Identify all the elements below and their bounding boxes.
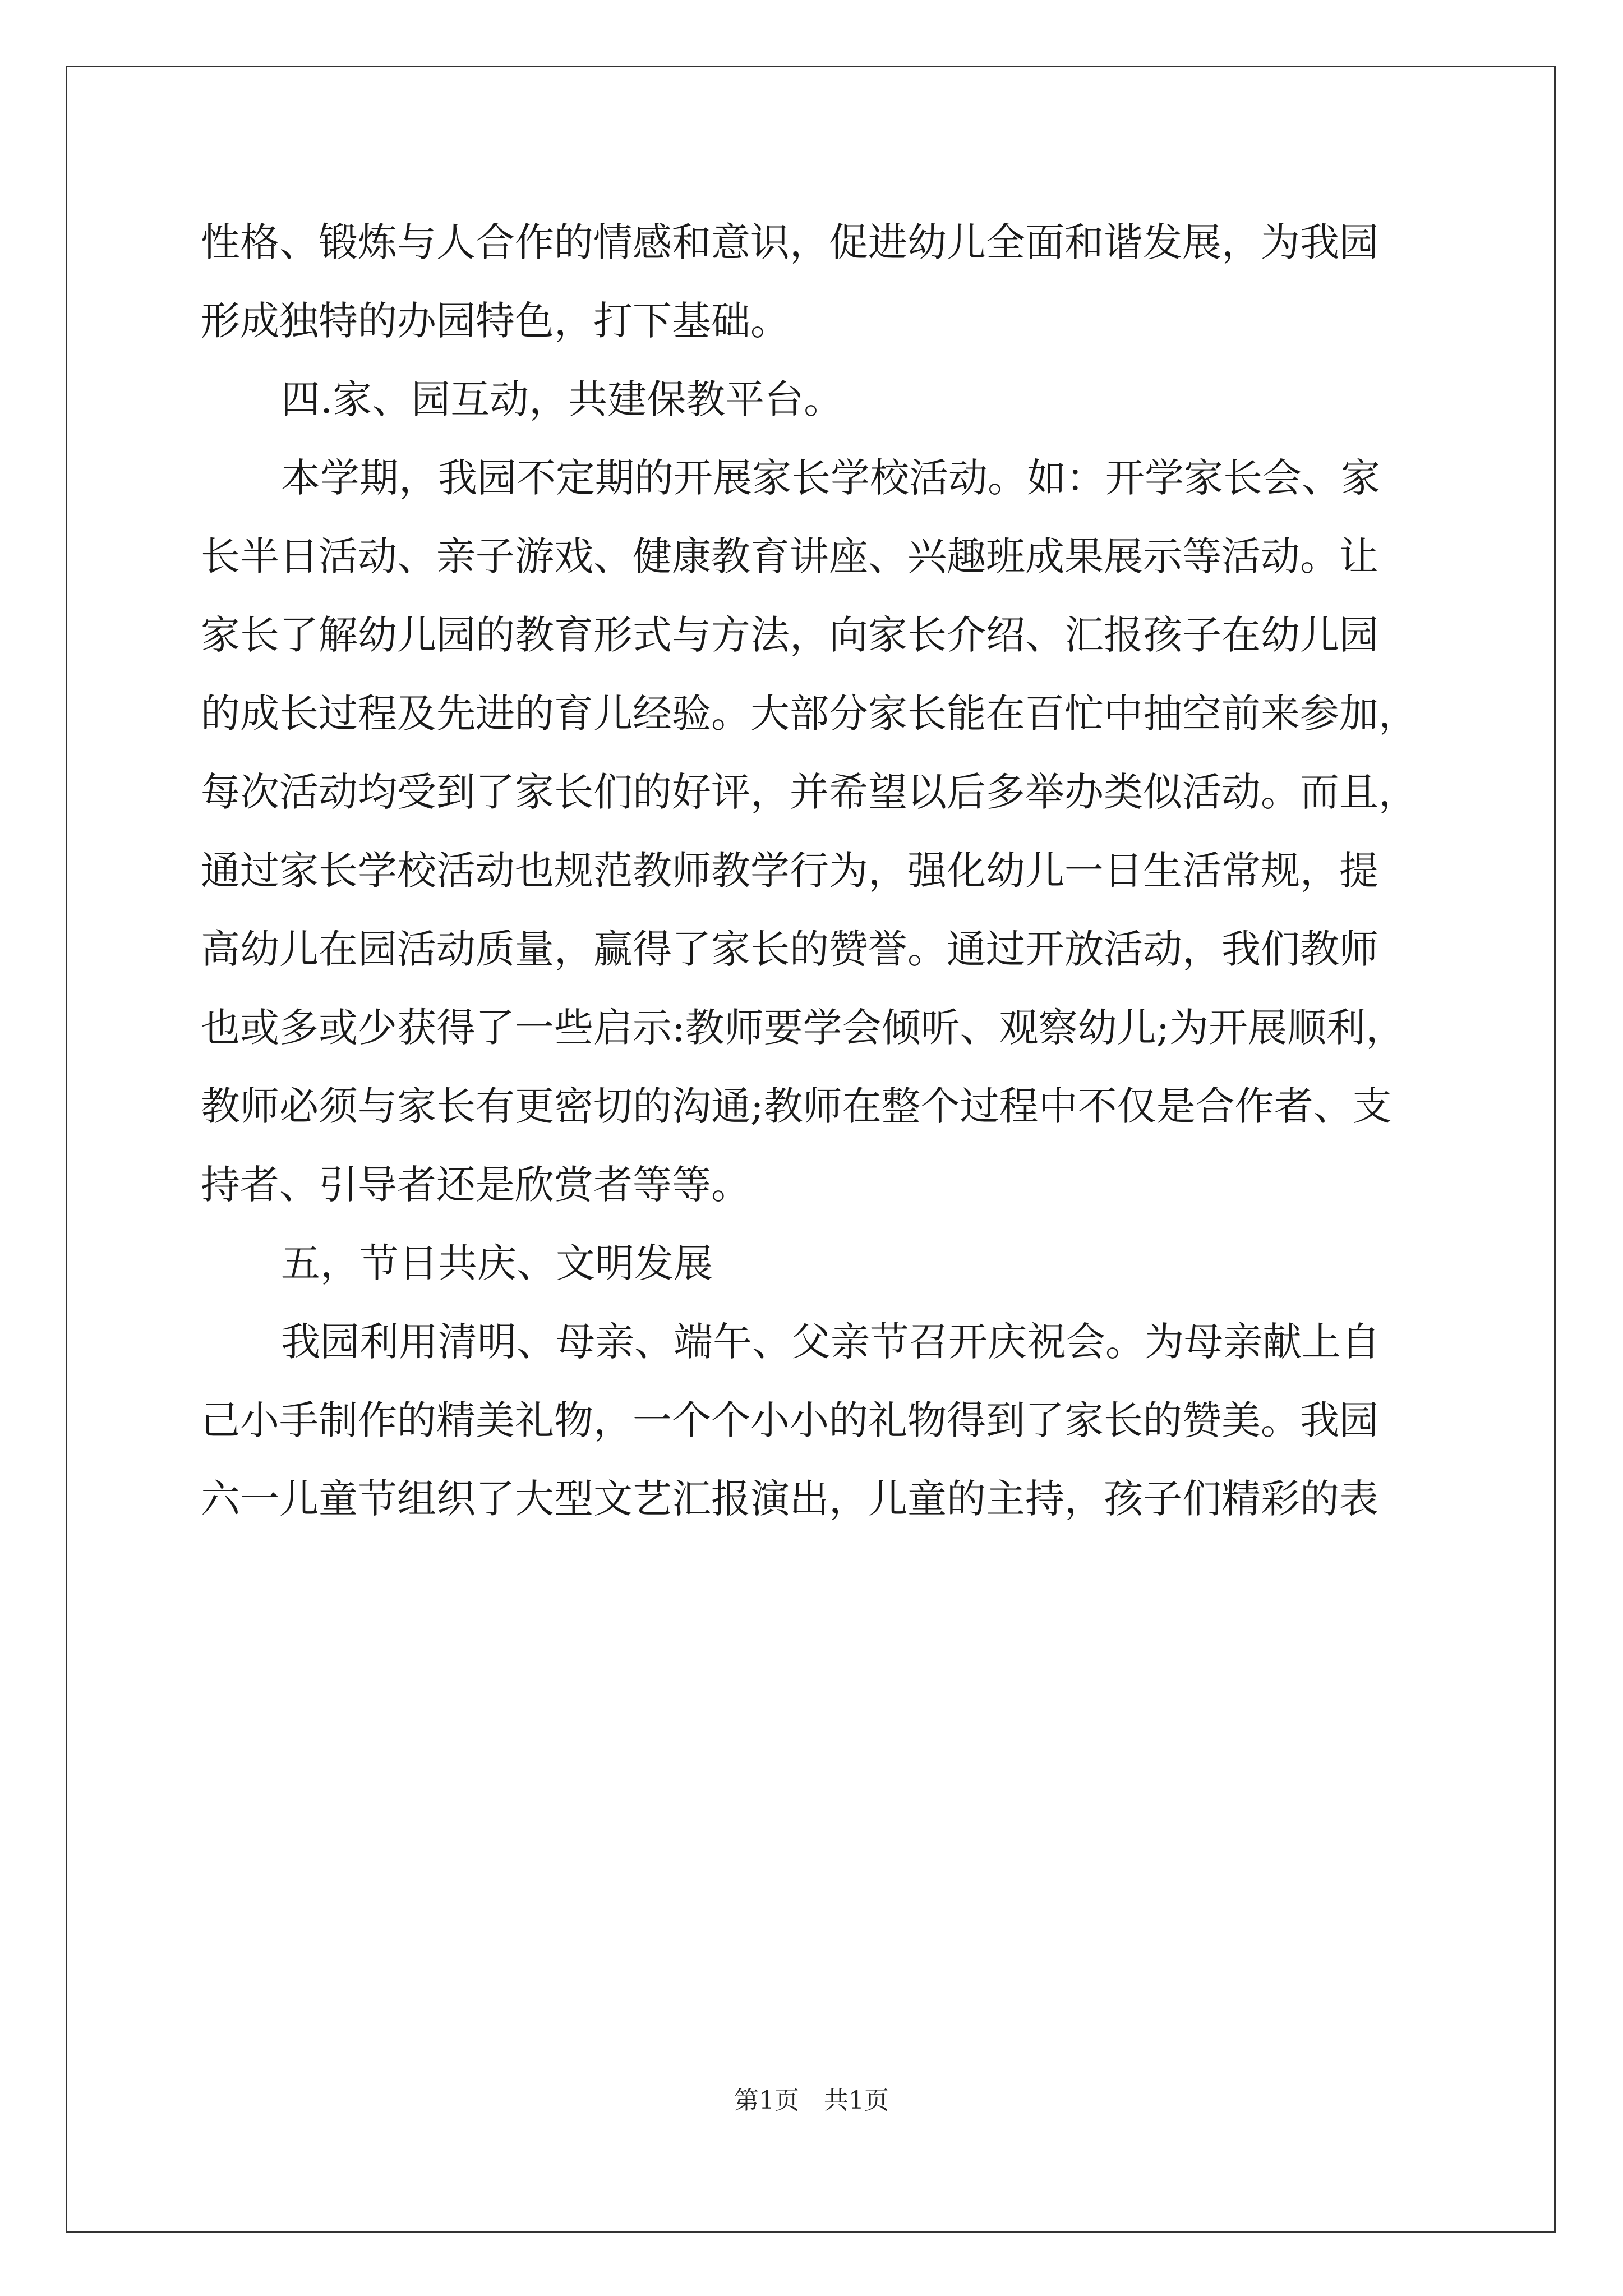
text-line: 也或多或少获得了一些启示:教师要学会倾听、观察幼儿;为开展顺利，	[201, 1005, 1405, 1051]
text-line: 形成独特的办园特色，打下基础。	[201, 298, 790, 344]
text-line: 教师必须与家长有更密切的沟通;教师在整个过程中不仅是合作者、支	[201, 1083, 1392, 1129]
text-line: 通过家长学校活动也规范教师教学行为，强化幼儿一日生活常规，提	[201, 848, 1378, 894]
text-line: 性格、锻炼与人合作的情感和意识，促进幼儿全面和谐发展，为我园	[201, 219, 1378, 265]
text-line: 家长了解幼儿园的教育形式与方法，向家长介绍、汇报孩子在幼儿园	[201, 612, 1378, 658]
text-line: 己小手制作的精美礼物，一个个小小的礼物得到了家长的赞美。我园	[201, 1397, 1378, 1443]
page-footer: 第1页 共1页	[734, 2086, 889, 2115]
text-line: 高幼儿在园活动质量，赢得了家长的赞誉。通过开放活动，我们教师	[201, 926, 1378, 972]
text-line: 的成长过程及先进的育儿经验。大部分家长能在百忙中抽空前来参加，	[201, 691, 1418, 737]
text-line: 每次活动均受到了家长们的好评，并希望以后多举办类似活动。而且，	[201, 769, 1418, 815]
text-line: 持者、引导者还是欣赏者等等。	[201, 1162, 750, 1208]
text-line: 本学期，我园不定期的开展家长学校活动。如：开学家长会、家	[281, 455, 1380, 501]
section-heading: 四.家、园互动，共建保教平台。	[281, 376, 843, 422]
text-line: 六一儿童节组织了大型文艺汇报演出，儿童的主持，孩子们精彩的表	[201, 1476, 1378, 1522]
text-line: 长半日活动、亲子游戏、健康教育讲座、兴趣班成果展示等活动。让	[201, 533, 1378, 579]
section-heading: 五，节日共庆、文明发展	[281, 1240, 713, 1286]
text-line: 我园利用清明、母亲、端午、父亲节召开庆祝会。为母亲献上自	[281, 1319, 1380, 1365]
